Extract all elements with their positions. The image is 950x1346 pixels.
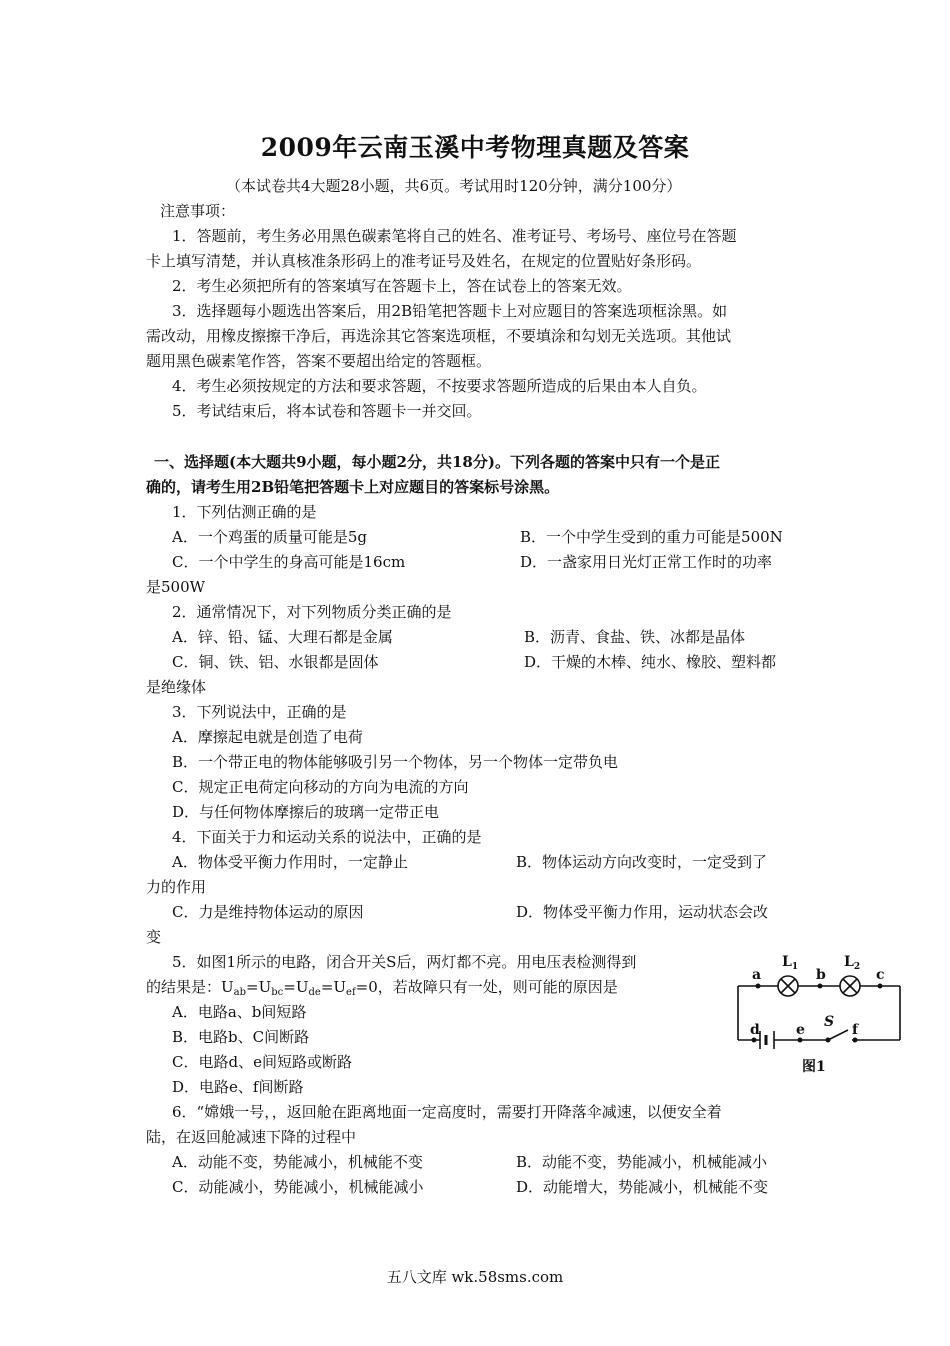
- label-e: e: [796, 1022, 805, 1038]
- label-a: a: [752, 967, 762, 983]
- note-line: 3．选择题每小题选出答案后，用2B铅笔把答题卡上对应题目的答案选项框涂黑。如: [172, 302, 728, 320]
- question-stem: 6．“嫦娥一号，，返回舱在距离地面一定高度时，需要打开降落伞减速，以便安全着: [172, 1103, 722, 1121]
- option-d: D．动能增大，势能减小，机械能不变: [516, 1178, 769, 1196]
- node-d: [752, 1038, 757, 1043]
- option-d: D．干燥的木棒、纯水、橡胶、塑料都: [524, 653, 777, 671]
- note-line: 5．考试结束后，将本试卷和答题卡一并交回。: [172, 402, 482, 420]
- note-line: 1．答题前，考生务必用黑色碳素笔将自己的姓名、准考证号、考场号、座位号在答题: [172, 227, 737, 245]
- option-c: C．规定正电荷定向移动的方向为电流的方向: [172, 778, 469, 796]
- option-a: A．动能不变，势能减小，机械能不变: [172, 1153, 423, 1171]
- node-c: [878, 984, 883, 989]
- note-line: 需改动，用橡皮擦擦干净后，再选涂其它答案选项框，不要填涂和勾划无关选项。其他试: [146, 327, 732, 345]
- section-heading: 一、选择题(本大题共9小题，每小题2分，共18分)。下列各题的答案中只有一个是正: [154, 453, 720, 471]
- node-a: [756, 984, 761, 989]
- label-d: d: [750, 1022, 760, 1038]
- page-footer: 五八文库 wk.58sms.com: [386, 1268, 564, 1286]
- question-stem-cont: 的结果是：$U_{ab}=U_{bc}=U_{de}=U_{ef}=0$，若故障只有一处，则可能的原因是: [146, 978, 618, 998]
- option-d-cont: 是500W: [146, 578, 206, 596]
- option-b: B．一个带正电的物体能够吸引另一个物体，另一个物体一定带负电: [172, 753, 619, 771]
- lamp-l1-icon: [778, 976, 798, 996]
- option-b: B．电路b、C间断路: [172, 1028, 310, 1046]
- question-stem: 1．下列估测正确的是: [172, 503, 317, 521]
- option-c: C．力是维持物体运动的原因: [172, 903, 364, 921]
- option-c: C．电路d、e间短路或断路: [172, 1053, 352, 1071]
- option-d-cont: 是绝缘体: [146, 678, 207, 696]
- option-c: C．动能减小，势能减小，机械能减小: [172, 1178, 424, 1196]
- option-d-cont: 变: [146, 928, 162, 946]
- option-a: A．电路a、b间短路: [172, 1003, 307, 1021]
- option-c: C．一个中学生的身高可能是16cm: [172, 553, 406, 571]
- node-switch-pivot: [826, 1038, 831, 1043]
- option-b-cont: 力的作用: [146, 878, 207, 896]
- label-c: c: [876, 967, 885, 983]
- label-f: f: [852, 1022, 859, 1038]
- question-stem: 5．如图1所示的电路，闭合开关S后，两灯都不亮。用电压表检测得到: [172, 953, 637, 971]
- figure-caption: 图1: [802, 1059, 826, 1075]
- option-d: D．物体受平衡力作用，运动状态会改: [516, 903, 769, 921]
- node-f: [853, 1038, 858, 1043]
- option-a: A．摩擦起电就是创造了电荷: [172, 728, 363, 746]
- note-line: 2．考生必须把所有的答案填写在答题卡上，答在试卷上的答案无效。: [172, 277, 632, 295]
- label-l1: $L_1$: [782, 954, 799, 972]
- notes-heading: 注意事项：: [160, 202, 236, 220]
- note-line: 4．考生必须按规定的方法和要求答题，不按要求答题所造成的后果由本人自负。: [172, 377, 707, 395]
- option-a: A．一个鸡蛋的质量可能是5g: [172, 528, 367, 546]
- node-b: [818, 984, 823, 989]
- option-d: D．电路e、f间断路: [172, 1078, 304, 1096]
- label-l2: $L_2$: [844, 954, 861, 972]
- question-stem: 2．通常情况下，对下列物质分类正确的是: [172, 603, 452, 621]
- label-s: S: [824, 1014, 835, 1030]
- note-line: 题用黑色碳素笔作答，答案不要超出给定的答题框。: [146, 352, 492, 370]
- exam-subtitle: （本试卷共4大题28小题，共6页。考试用时120分钟，满分100分）: [226, 177, 682, 195]
- option-a: A．物体受平衡力作用时，一定静止: [172, 853, 408, 871]
- battery-icon: [760, 1031, 774, 1049]
- circuit-diagram: [730, 952, 910, 1078]
- option-a: A．锌、铅、锰、大理石都是金属: [172, 628, 393, 646]
- node-e: [798, 1038, 803, 1043]
- option-b: B．沥青、食盐、铁、冰都是晶体: [524, 628, 746, 646]
- option-b: B．物体运动方向改变时，一定受到了: [516, 853, 768, 871]
- option-b: B．动能不变，势能减小，机械能减小: [516, 1153, 768, 1171]
- question-stem: 3．下列说法中，正确的是: [172, 703, 347, 721]
- section-heading-cont: 确的，请考生用2B铅笔把答题卡上对应题目的答案标号涂黑。: [146, 478, 560, 496]
- label-b: b: [816, 967, 826, 983]
- page-title: 2009年云南玉溪中考物理真题及答案: [260, 133, 690, 162]
- question-stem-cont: 陆，在返回舱减速下降的过程中: [146, 1128, 357, 1146]
- note-line: 卡上填写清楚，并认真核准条形码上的准考证号及姓名，在规定的位置贴好条形码。: [146, 252, 702, 270]
- question-stem: 4．下面关于力和运动关系的说法中，正确的是: [172, 828, 482, 846]
- lamp-l2-icon: [840, 976, 860, 996]
- option-b: B．一个中学生受到的重力可能是500N: [520, 528, 783, 546]
- option-c: C．铜、铁、铝、水银都是固体: [172, 653, 379, 671]
- option-d: D．与任何物体摩擦后的玻璃一定带正电: [172, 803, 440, 821]
- option-d: D．一盏家用日光灯正常工作时的功率: [520, 553, 773, 571]
